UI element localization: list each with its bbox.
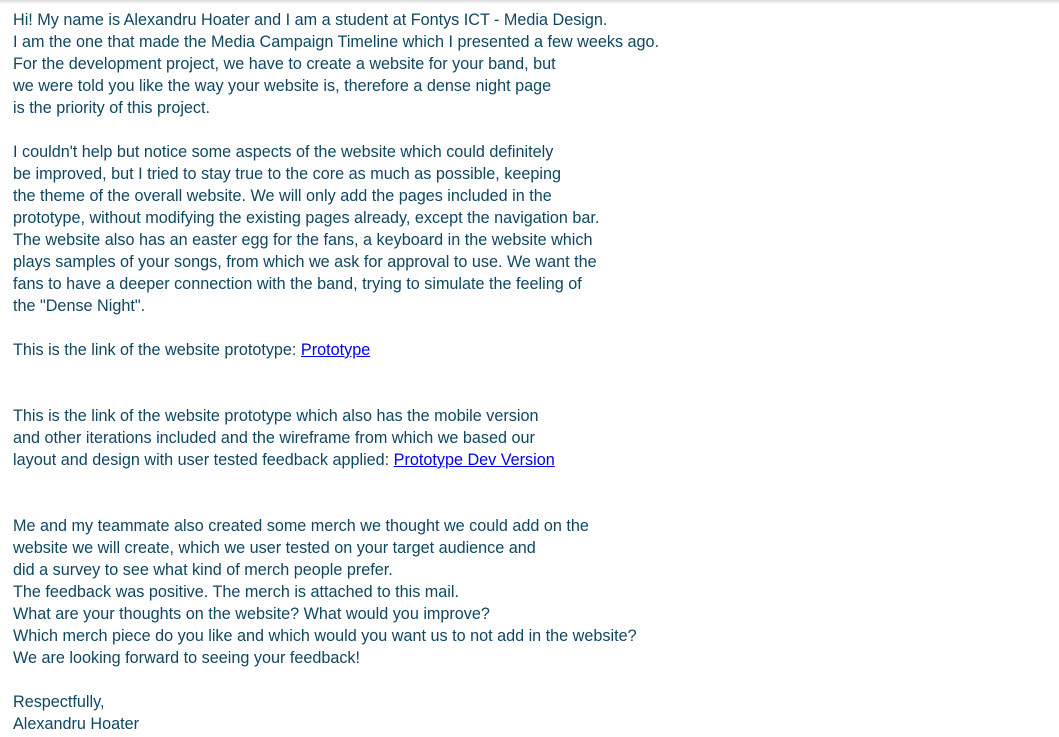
merch-line: Me and my teammate also created some merch we thought we could add on the	[13, 517, 589, 535]
merch-line: The feedback was positive. The merch is attached to this mail.	[13, 583, 459, 601]
improvements-line: the theme of the overall website. We will only add the pages included in the	[13, 187, 552, 205]
paragraph-spacer	[13, 383, 1053, 405]
dev-prefix: layout and design with user tested feedback applied:	[13, 451, 394, 469]
intro-line: is the priority of this project.	[13, 99, 211, 117]
improvements-line: be improved, but I tried to stay true to the core as much as possible, keeping	[13, 165, 561, 183]
closing: Respectfully,	[13, 693, 105, 711]
paragraph-spacer	[13, 669, 1053, 691]
paragraph-spacer	[13, 361, 1053, 383]
improvements-line: the "Dense Night".	[13, 297, 146, 315]
merch-line: did a survey to see what kind of merch people prefer.	[13, 561, 393, 579]
merch-line: website we will create, which we user tested on your target audience and	[13, 539, 536, 557]
improvements-line: fans to have a deeper connection with the band, trying to simulate the feeling of	[13, 275, 582, 293]
improvements-line: The website also has an easter egg for the fans, a keyboard in the website which	[13, 231, 593, 249]
signature: Alexandru Hoater	[13, 715, 139, 733]
improvements-line: I couldn't help but notice some aspects of the website which could definitely	[13, 143, 554, 161]
prototype-prefix: This is the link of the website prototype:	[13, 341, 301, 359]
dev-line: This is the link of the website prototype which also has the mobile version	[13, 407, 539, 425]
dev-line: and other iterations included and the wireframe from which we based our	[13, 429, 535, 447]
merch-line: We are looking forward to seeing your feedback!	[13, 649, 361, 667]
window-top-edge	[0, 0, 1059, 4]
dev-link-line	[13, 449, 1053, 471]
intro-line: Hi! My name is Alexandru Hoater and I am a student at Fontys ICT - Media Design.	[13, 11, 608, 29]
prototype-line	[13, 339, 1053, 361]
intro-line: I am the one that made the Media Campaign Timeline which I presented a few weeks ago.	[13, 33, 660, 51]
merch-line: Which merch piece do you like and which would you want us to not add in the website?	[13, 627, 637, 645]
merch-line: What are your thoughts on the website? What would you improve?	[13, 605, 490, 623]
paragraph-spacer	[13, 471, 1053, 493]
paragraph-spacer	[13, 493, 1053, 515]
prototype-dev-version-link[interactable]: Prototype Dev Version	[393, 451, 555, 469]
improvements-line: prototype, without modifying the existing pages already, except the navigation bar.	[13, 209, 600, 227]
prototype-link[interactable]: Prototype	[300, 341, 371, 359]
intro-line: For the development project, we have to create a website for your band, but	[13, 55, 556, 73]
improvements-line: plays samples of your songs, from which we ask for approval to use. We want the	[13, 253, 597, 271]
paragraph-spacer	[13, 119, 1053, 141]
intro-line: we were told you like the way your website is, therefore a dense night page	[13, 77, 552, 95]
paragraph-spacer	[13, 317, 1053, 339]
email-body	[13, 9, 1053, 735]
